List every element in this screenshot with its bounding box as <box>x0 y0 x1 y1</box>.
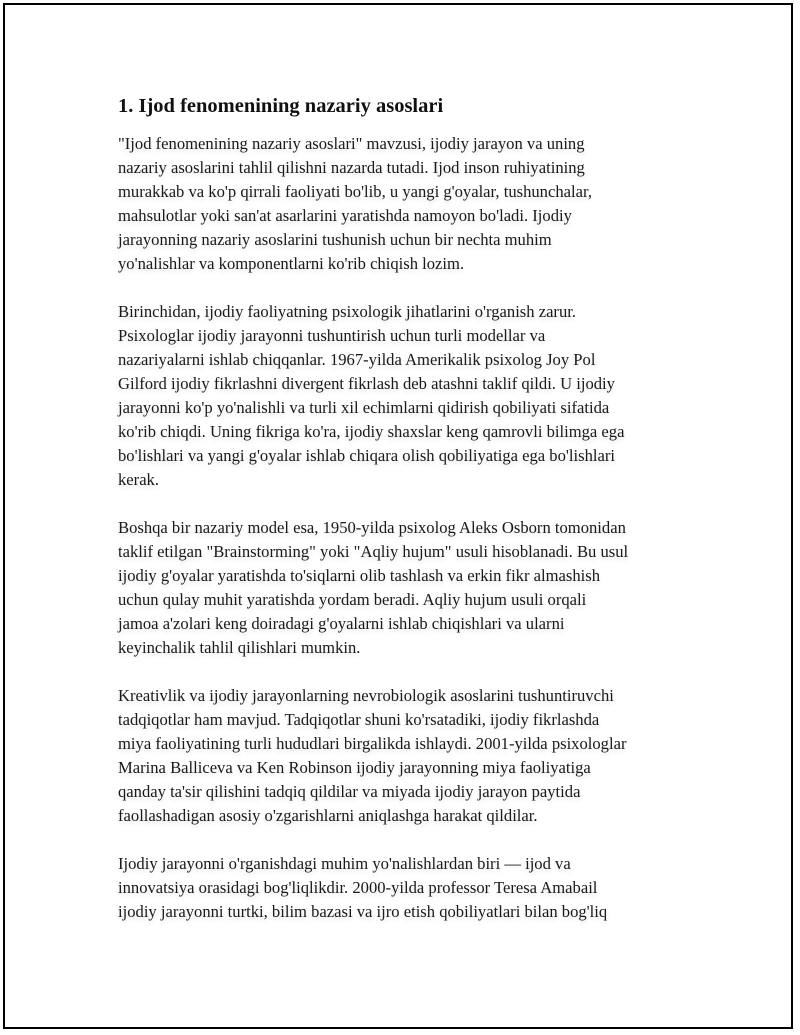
text-line: innovatsiya orasidagi bog'liqlikdir. 2000-yilda professor Teresa Amabail <box>118 878 598 897</box>
paragraph-5 <box>118 852 698 924</box>
paragraph-2 <box>118 300 698 492</box>
section-heading: 1. Ijod fenomenining nazariy asoslari <box>118 95 444 117</box>
text-line: jarayonni ko'p yo'nalishli va turli xil echimlarni qidirish qobiliyati sifatida <box>118 398 610 417</box>
text-line: murakkab va ko'p qirrali faoliyati bo'lib, u yangi g'oyalar, tushunchalar, <box>118 182 592 201</box>
text-line: jarayonning nazariy asoslarini tushunish uchun bir nechta muhim <box>118 230 552 249</box>
paragraph-4 <box>118 684 698 828</box>
text-line: Ijodiy jarayonni o'rganishdagi muhim yo'nalishlardan biri — ijod va <box>118 854 571 873</box>
paragraph-1 <box>118 132 698 276</box>
text-line: kerak. <box>118 470 159 489</box>
text-line: "Ijod fenomenining nazariy asoslari" mavzusi, ijodiy jarayon va uning <box>118 134 585 153</box>
text-line: ko'rib chiqdi. Uning fikriga ko'ra, ijodiy shaxslar keng qamrovli bilimga ega <box>118 422 625 441</box>
text-line: faollashadigan asosiy o'zgarishlarni aniqlashga harakat qildilar. <box>118 806 538 825</box>
text-line: Birinchidan, ijodiy faoliyatning psixologik jihatlarini o'rganish zarur. <box>118 302 577 321</box>
text-line: bo'lishlari va yangi g'oyalar ishlab chiqara olish qobiliyatiga ega bo'lishlari <box>118 446 615 465</box>
text-line: qanday ta'sir qilishini tadqiq qildilar va miyada ijodiy jarayon paytida <box>118 782 581 801</box>
text-line: tadqiqotlar ham mavjud. Tadqiqotlar shuni ko'rsatadiki, ijodiy fikrlashda <box>118 710 600 729</box>
text-line: uchun qulay muhit yaratishda yordam beradi. Aqliy hujum usuli orqali <box>118 590 587 609</box>
document-body <box>118 92 698 948</box>
text-line: yo'nalishlar va komponentlarni ko'rib chiqish lozim. <box>118 254 465 273</box>
text-line: Kreativlik va ijodiy jarayonlarning nevrobiologik asoslarini tushuntiruvchi <box>118 686 614 705</box>
text-line: ijodiy g'oyalar yaratishda to'siqlarni olib tashlash va erkin fikr almashish <box>118 566 601 585</box>
text-line: miya faoliyatining turli hududlari birgalikda ishlaydi. 2001-yilda psixologlar <box>118 734 627 753</box>
text-line: jamoa a'zolari keng doiradagi g'oyalarni ishlab chiqishlari va ularni <box>118 614 565 633</box>
text-line: nazariyalarni ishlab chiqqanlar. 1967-yilda Amerikalik psixolog Joy Pol <box>118 350 596 369</box>
text-line: Psixologlar ijodiy jarayonni tushuntirish uchun turli modellar va <box>118 326 546 345</box>
text-line: Gilford ijodiy fikrlashni divergent fikrlash deb atashni taklif qildi. U ijodiy <box>118 374 615 393</box>
text-line: taklif etilgan "Brainstorming" yoki "Aqliy hujum" usuli hisoblanadi. Bu usul <box>118 542 629 561</box>
text-line: ijodiy jarayonni turtki, bilim bazasi va ijro etish qobiliyatlari bilan bog'liq <box>118 902 608 921</box>
text-line: Marina Balliceva va Ken Robinson ijodiy jarayonning miya faoliyatiga <box>118 758 591 777</box>
paragraph-3 <box>118 516 698 660</box>
text-line: mahsulotlar yoki san'at asarlarini yaratishda namoyon bo'ladi. Ijodiy <box>118 206 572 225</box>
text-line: nazariy asoslarini tahlil qilishni nazarda tutadi. Ijod inson ruhiyatining <box>118 158 585 177</box>
text-line: Boshqa bir nazariy model esa, 1950-yilda psixolog Aleks Osborn tomonidan <box>118 518 626 537</box>
text-line: keyinchalik tahlil qilishlari mumkin. <box>118 638 361 657</box>
